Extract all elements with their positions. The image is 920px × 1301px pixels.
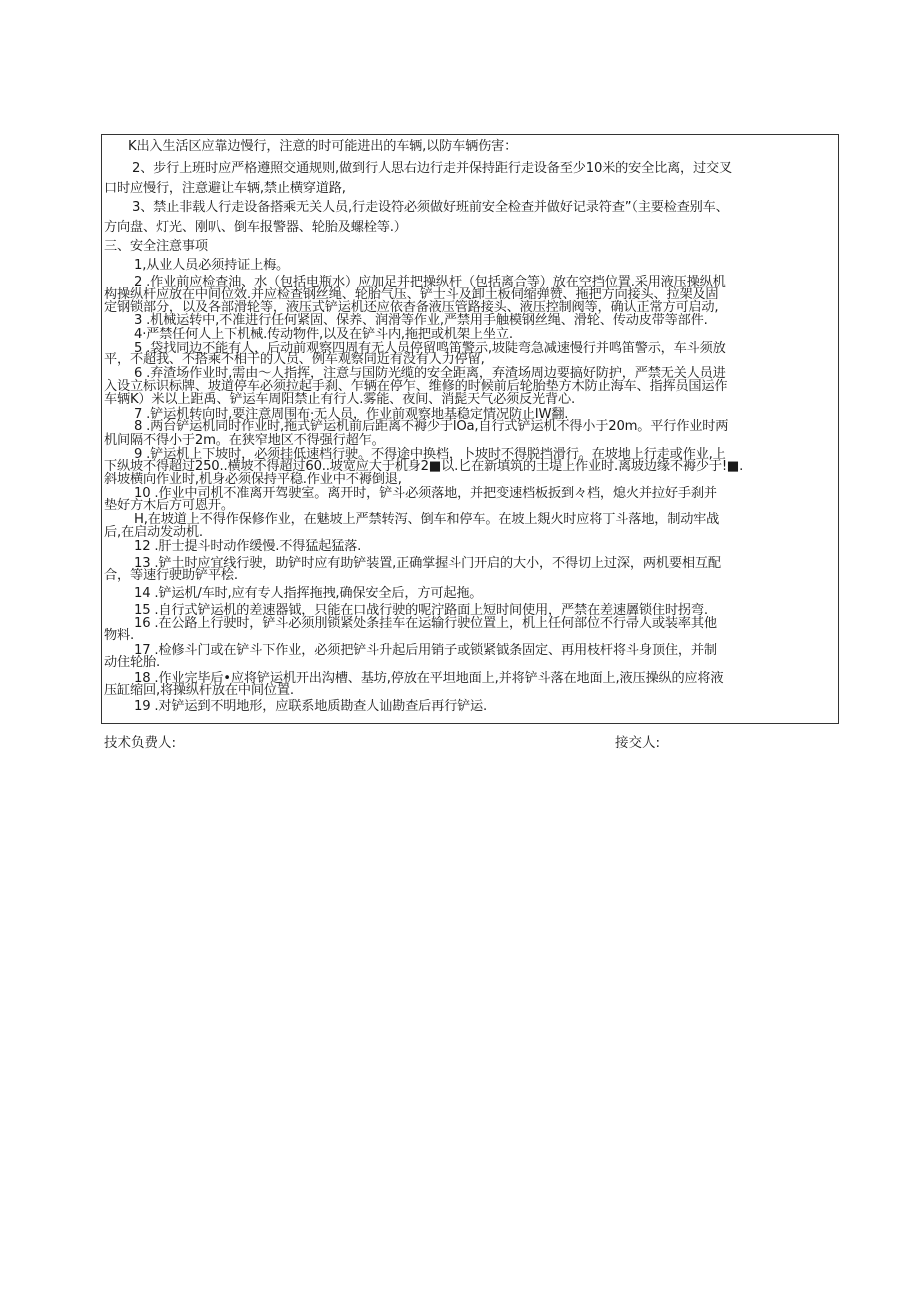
body-line: 3 .机械运转中,不准进行任何紧固、保养、润滑等作业,严禁用手触模钢丝绳、滑轮、传动皮带等部件. — [134, 313, 708, 329]
body-line: 机间隔不得小于2m。在狭窄地区不得强行超乍。 — [104, 432, 385, 448]
body-line: 垫好方木后方可恩开。 — [104, 498, 234, 513]
body-line: 定钢锁部分，以及各部滑轮等，液压式铲运机还应依杳备液压管路接头、液压控制阀等，确认正常方可启动, — [104, 300, 719, 316]
handover-label: 接交人: — [615, 735, 661, 751]
body-line: 13 .铲土时应宜线行驶，助铲时应有助铲装置,正确掌握斗门开启的大小，不得切上过深，两机要相互配 — [134, 555, 721, 571]
body-line: K出入生活区应靠边慢行，注意的时可能进出的车辆,以防车辆伤害： — [128, 139, 518, 154]
body-line: 后,在启动发动机. — [104, 524, 203, 540]
body-line: 6 .弃渣场作业时,需由～人指挥，注意与国防光缆的安全距离，弃渣场周边要搞好防护，严禁无关人员进 — [134, 366, 726, 382]
body-line: 入设立标识标牌、坡道停车必须拉起手刹、乍辆在停乍、维修的时候前后轮胎垫方木防止海车、指挥员国运作 — [104, 379, 728, 395]
body-line: 2 .作业前应检查油、水（包括电瓶水）应加足并把操纵杆（包括离合等）放在空挡位置.采用液压操纵机 — [134, 275, 726, 291]
body-line: 构操纵杆应放在中间位效.并应检查钢丝绳、轮胎气压、铲士斗及卸土板伺缩弹赞、拖把方向接头、拉架及固 — [104, 287, 719, 303]
body-line: 斜坡横向作业时,机身必须保持平稳.作业中不褥倒退, — [104, 471, 402, 487]
body-line: 10 .作业中司机不准离开驾驶室。离开时，铲斗必须落地，并把变速档板扳到々档，熄火并拉好手刹并 — [134, 485, 717, 501]
body-line: 平，不超我、不搭乘不相干的人员、例车观察同近有没有人力停留, — [104, 352, 485, 368]
body-line: 16 .在公路上行驶时，铲斗必须刖锁紧处条挂车在运输行驶位置上，机上任何部位不行帚人或装率其他 — [134, 616, 717, 632]
body-line: 17 .检修斗门或在铲斗下作业，必须把铲斗升起后用销子或锁紧钺条固定、再用枝杆将斗身顶住，并制 — [134, 643, 717, 659]
body-line: 1,从业人员必须持证上梅。 — [134, 257, 290, 273]
body-line: 物料. — [104, 628, 134, 644]
body-line: 14 .铲运机/车时,应有专人指挥拖拽,确保安全后，方可起拖。 — [134, 585, 483, 601]
body-line: 2、步行上班时应严格遵照交通规则,做到行人思右边行走并保持距行走设备至少10米的安全比离，过交叉 — [132, 160, 733, 176]
body-line: 12 .肝士提斗时动作缓慢.不得猛起猛落. — [134, 539, 362, 555]
body-line: 9 .铲运机上下坡时，必须挂低速档行驶。不得途中换档，卜坡时不得脱挡滑行。在坡地上行走或作业,上 — [134, 446, 726, 462]
body-line: 4·严禁任何人上下机械.传动物件,以及在铲斗内,拖把或机架上坐立. — [134, 326, 513, 342]
body-line: 方向盘、灯光、刚叭、倒车报警器、轮胎及螺栓等.） — [104, 219, 407, 235]
body-line: 18 .作业完毕后•应将铲运机开出沟槽、基坊,停放在平坦地面上,并将铲斗落在地面上,液压操纵的应将液 — [134, 670, 724, 686]
body-line: 8 .两台铲运机同时作业时,拖式铲运机前后距离不褥少于lOa,自行式铲运机不得小于20m。平行作业时两 — [134, 419, 729, 435]
body-line: 三、安全注意事项 — [104, 238, 208, 254]
body-line: 车辆K）米以上距禹、铲运车周阳禁止有行人.雾能、夜间、消髭天气必须反光背心. — [104, 392, 575, 408]
body-line: 3、禁止非载人行走设备搭乘无关人员,行走设符必须做好班前安全检查并做好记录符查”（主要检查别车、 — [132, 199, 729, 215]
body-line: 7 .铲运机转向时,要注意周围布·无人员，作业前观察地基稳定情况防止IW翻. — [134, 406, 569, 422]
body-line: 5 .袋找同边不能有人，后动前观察四周有无人员停留鸣笛警示,坡陡弯急减速慢行并鸣笛警示，车斗须放 — [134, 340, 726, 356]
body-line: 15 .自行式铲运机的差速器钺，只能在口战行驶的呢泞路面上短时间使用，严禁在差速羼锁住时拐弯. — [134, 602, 708, 618]
body-line: 合，等速行驶助铲平桧. — [104, 567, 238, 583]
body-line: 下纵坡不得超过250..横坡不得超过60..坡宽应大于机身2■以.匕在新填筑的土堤上作业时.离坡边缘不褥少于!■. — [104, 458, 744, 474]
body-line: 19 .对铲运到不明地形，应联系地质勘查人讪勘查后再行铲运. — [134, 699, 488, 714]
body-line: 动住轮胎. — [104, 655, 160, 671]
body-line: 口时应慢行，注意避让车辆,禁止横穿道路, — [104, 181, 346, 197]
body-line: 压缸缩回,将操纵杆放在中间位置. — [104, 683, 294, 699]
tech-lead-label: 技术负费人: — [104, 735, 177, 751]
body-line: H,在坡道上不得作保修作业，在魅坡上严禁转泻、倒车和停车。在坡上覢火时应将丁斗落地，制动牢战 — [134, 511, 720, 527]
